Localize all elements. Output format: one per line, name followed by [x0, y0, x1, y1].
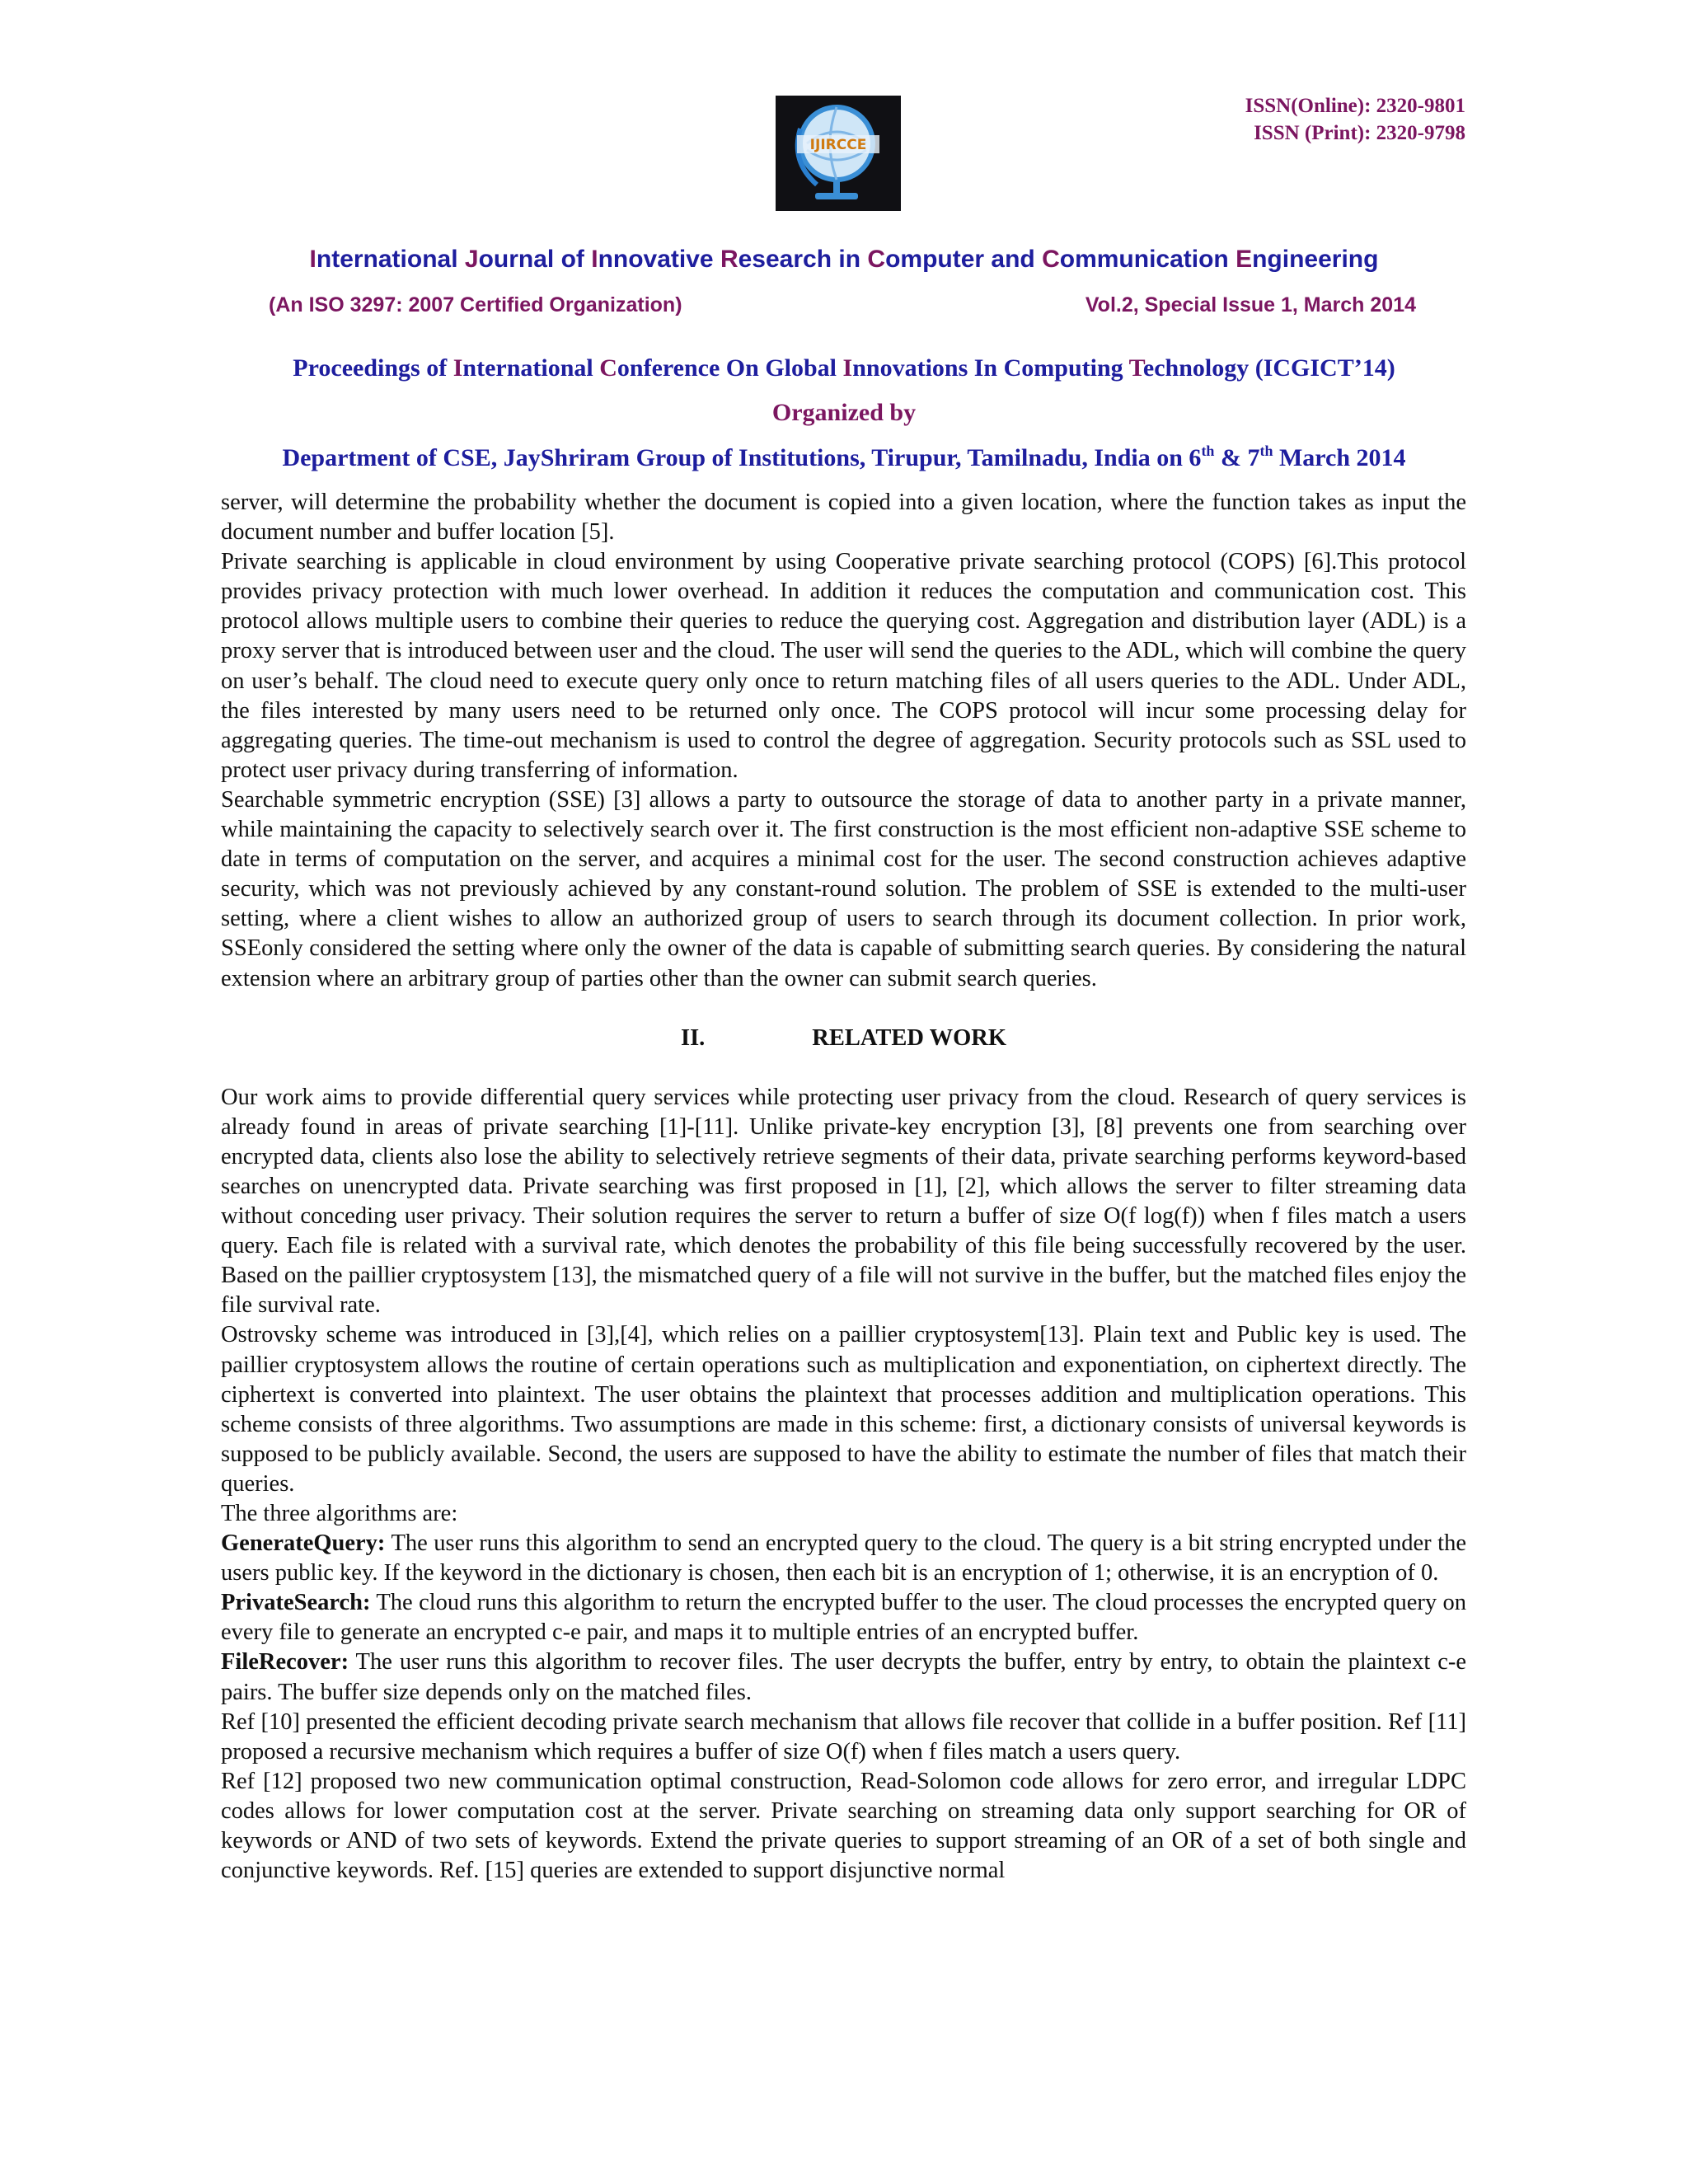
journal-title: International Journal of Innovative Research in Computer and Communication Engineering: [309, 246, 1379, 273]
paragraph: Ref [10] presented the efficient decoding private search mechanism that allows file recover that collide in a buffer position. Ref [11] proposed a recursive mechanism which requires a buffer of size O(f) when f files match a users query.: [221, 1708, 1466, 1765]
algorithm-term: PrivateSearch:: [221, 1590, 371, 1616]
paragraph: server, will determine the probability whether the document is copied into a given location, where the function takes as input the document number and buffer location [5].: [221, 490, 1466, 546]
body-text: [221, 488, 1466, 1886]
paragraph: Our work aims to provide differential query services while protecting user privacy from the cloud. Research of query services is already found in areas of private searching [1]-[11]. Unlike private-key encryption [3], [8] prevents one from searching over encrypted data, clients also lose the ability to selectively retrieve segments of their data, private searching performs keyword-based searches on unencrypted data. Private searching was first proposed in [1], [2], which allows the server to filter streaming data without conceding user privacy. Their solution requires the server to return a buffer of size O(f log(f)) when f files match a users query. Each file is related with a survival rate, which denotes the probability of this file being successfully recovered by the user. Based on the paillier cryptosystem [13], the mismatched query of a file will not survive in the buffer, but the matched files enjoy the file survival rate.: [221, 1084, 1466, 1319]
section-title: RELATED WORK: [812, 1024, 1006, 1051]
organized-by: Organized by: [771, 399, 917, 426]
department-line: Department of CSE, JayShriram Group of Institutions, Tirupur, Tamilnadu, India on 6th & 7th March 2014: [282, 443, 1406, 471]
algorithm-term: GenerateQuery:: [221, 1530, 386, 1557]
section-number: II.: [680, 1024, 706, 1051]
proceedings-title: Proceedings of International Conference On Global Innovations In Computing Technology (ICGICT’14): [293, 354, 1395, 382]
certification-note: (An ISO 3297: 2007 Certified Organization): [269, 293, 682, 316]
paragraph: Private searching is applicable in cloud environment by using Cooperative private searching protocol (COPS) [6].This protocol provides privacy protection with much lower overhead. In addition it reduces the computation and communication cost. This protocol allows multiple users to combine their queries to reduce the querying cost. Aggregation and distribution layer (ADL) is a proxy server that is introduced between user and the cloud. The user will send the queries to the ADL, which will combine the query on user’s behalf. The cloud need to execute query only once to return matching files of all users queries to the ADL. Under ADL, the files interested by many users need to be returned only once. The COPS protocol will incur some processing delay for aggregating queries. The time-out mechanism is used to control the degree of aggregation. Security protocols such as SSL used to protect user privacy during transferring of information.: [221, 549, 1466, 783]
paragraph: Ref [12] proposed two new communication optimal construction, Read-Solomon code allows for zero error, and irregular LDPC codes allows for lower computation cost at the server. Private searching on streaming data only support searching for OR of keywords or AND of two sets of keywords. Extend the private queries to support streaming of an OR of a set of both single and conjunctive keywords. Ref. [15] queries are extended to support disjunctive normal: [221, 1768, 1466, 1884]
section-heading: [221, 1024, 1466, 1053]
paragraph: The three algorithms are:: [221, 1501, 458, 1526]
algorithm-description: FileRecover: The user runs this algorithm to recover files. The user decrypts the buffer, entry by entry, to obtain the plaintext c-e pairs. The buffer size depends only on the matched files.: [221, 1649, 1466, 1705]
issn-block: [1245, 92, 1465, 147]
paragraph: Ostrovsky scheme was introduced in [3],[4], which relies on a paillier cryptosystem[13]. Plain text and Public key is used. The paillier cryptosystem allows the routine of certain operations such as multiplication and exponentiation, on ciphertext directly. The ciphertext is converted into plaintext. The user obtains the plaintext that processes addition and multiplication operations. This scheme consists of three algorithms. Two assumptions are made in this scheme: first, a dictionary consists of universal keywords is supposed to be publicly available. Second, the users are supposed to have the ability to estimate the number of files that match their queries.: [221, 1322, 1466, 1497]
algorithm-description: GenerateQuery: The user runs this algorithm to send an encrypted query to the cloud. The query is a bit string encrypted under the users public key. If the keyword in the dictionary is chosen, then each bit is an encryption of 1; otherwise, it is an encryption of 0.: [221, 1530, 1466, 1586]
algorithm-term: FileRecover:: [221, 1649, 349, 1675]
paragraph: Searchable symmetric encryption (SSE) [3] allows a party to outsource the storage of data to another party in a private manner, while maintaining the capacity to selectively search over it. The first construction is the most efficient non-adaptive SSE scheme to date in terms of computation on the server, and acquires a minimal cost for the user. The second construction achieves adaptive security, which was not previously achieved by any constant-round solution. The problem of SSE is extended to the multi-user setting, where a client wishes to allow an authorized group of users to search through its document collection. In prior work, SSEonly considered the setting where only the owner of the data is capable of submitting search queries. By considering the natural extension where an arbitrary group of parties other than the owner can submit search queries.: [221, 786, 1466, 991]
algorithm-description: PrivateSearch: The cloud runs this algorithm to return the encrypted buffer to the user. The cloud processes the encrypted query on every file to generate an encrypted c-e pair, and maps it to multiple entries of an encrypted buffer.: [221, 1590, 1466, 1646]
issn-print: ISSN (Print): 2320-9798: [1254, 122, 1465, 144]
logo-text: IJIRCCE: [809, 137, 867, 153]
issn-online: ISSN(Online): 2320-9801: [1245, 95, 1465, 117]
volume-info: Vol.2, Special Issue 1, March 2014: [1085, 293, 1416, 316]
globe-icon: [776, 96, 901, 211]
journal-logo: [776, 96, 901, 211]
